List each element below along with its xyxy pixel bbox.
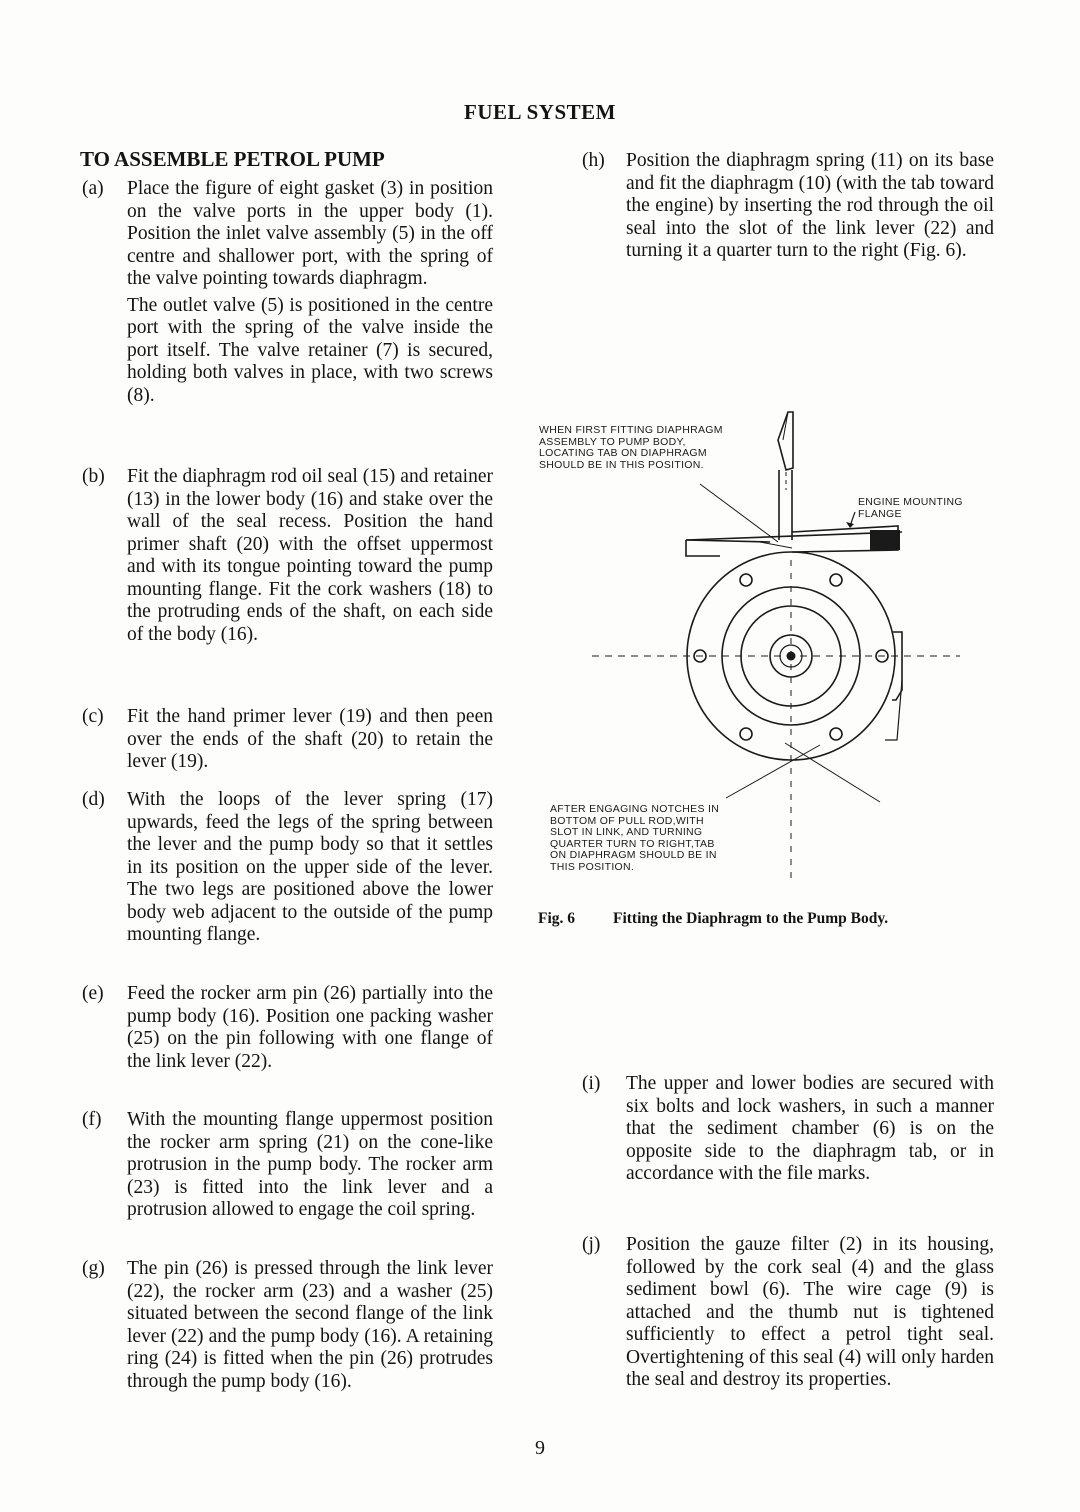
step-c (82, 706, 493, 774)
label-engine-mounting-flange: ENGINE MOUNTING FLANGE (858, 496, 963, 520)
step-label: (h) (582, 150, 605, 171)
step-paragraph: Fit the hand primer lever (19) and then peen over the ends of the shaft (20) to retain the lever (19). (127, 706, 493, 772)
step-paragraph: With the mounting flange uppermost position the rocker arm spring (21) on the cone-like protrusion in the pump body. The rocker arm (23) is fitted into the link lever and a protrusion allowed to engage the coil spring. (127, 1109, 493, 1220)
step-label: (b) (82, 466, 105, 487)
bolt-hole (830, 728, 842, 740)
step-paragraph: The upper and lower bodies are secured with six bolts and lock washers, in such a manner that the sediment chamber (6) is on the opposite side to the diaphragm tab, or in accordance with the file marks. (626, 1073, 994, 1184)
bolt-hole (740, 574, 752, 586)
figure-caption-text: Fitting the Diaphragm to the Pump Body. (613, 910, 889, 927)
bolt-hole (830, 574, 842, 586)
step-i (582, 1073, 994, 1186)
step-label: (c) (82, 706, 104, 727)
step-paragraph: Fit the diaphragm rod oil seal (15) and retainer (13) in the lower body (16) and stake over the wall of the seal recess. Position the hand primer shaft (20) with the offset uppermost and with its tongue pointing toward the pump mounting flange. Fit the cork washers (18) to the protruding ends of the shaft, on each side of the body (16). (127, 466, 493, 645)
step-h (582, 150, 994, 263)
step-a (82, 178, 493, 407)
diaphragm-tab-upper (778, 412, 793, 470)
step-paragraph: Place the figure of eight gasket (3) in position on the valve ports in the upper body (1). Position the inlet valve assembly (5) in the off centre and shallower port, with the spring of the valve pointing towards diaphragm. (127, 178, 493, 289)
figure-number: Fig. 6 (538, 910, 576, 927)
step-paragraph: Position the gauze filter (2) in its housing, followed by the cork seal (4) and the glass sediment bowl (6). The wire cage (9) is attached and the thumb nut is tightened sufficiently to effect a petrol tight seal. Overtightening of this seal (4) will only harden the seal and destroy its properties. (626, 1234, 994, 1390)
step-g (82, 1258, 493, 1393)
step-e (82, 983, 493, 1073)
engine-mounting-flange (686, 532, 902, 540)
step-paragraph: With the loops of the lever spring (17) upwards, feed the legs of the spring between the lever and the pump body so that it settles in its position on the upper side of the lever. The two legs are positioned above the lower body web adjacent to the outside of the pump mounting flange. (127, 789, 493, 945)
leader-first-fitting (700, 484, 778, 542)
label-first-fitting: WHEN FIRST FITTING DIAPHRAGM ASSEMBLY TO PUMP BODY, LOCATING TAB ON DIAPHRAGM SHOULD BE IN THIS POSITION. (539, 424, 723, 471)
step-label: (d) (82, 789, 105, 810)
step-label: (j) (582, 1234, 601, 1255)
section-title: TO ASSEMBLE PETROL PUMP (80, 147, 385, 171)
step-label: (f) (82, 1109, 102, 1130)
arrow-head (846, 522, 854, 528)
label-after-engaging: AFTER ENGAGING NOTCHES IN BOTTOM OF PULL ROD,WITH SLOT IN LINK, AND TURNING QUARTER TURN TO RIGHT,TAB ON DIAPHRAGM SHOULD BE IN THIS POSITION. (550, 803, 720, 873)
step-j (582, 1234, 994, 1392)
step-f (82, 1109, 493, 1222)
step-paragraph: Feed the rocker arm pin (26) partially into the pump body (16). Position one packing washer (25) on the pin following with one flange of the link lever (22). (127, 983, 493, 1072)
step-paragraph: The pin (26) is pressed through the link lever (22), the rocker arm (23) and a washer (25) situated between the second flange of the link lever (22) and the pump body (16). A retaining ring (24) is fitted when the pin (26) protrudes through the pump body (16). (127, 1258, 493, 1392)
figure-caption (538, 910, 888, 928)
flange-mark (870, 530, 900, 550)
step-b (82, 466, 493, 646)
step-label: (g) (82, 1258, 105, 1279)
step-d (82, 789, 493, 947)
bolt-hole (740, 728, 752, 740)
page-header: FUEL SYSTEM (464, 100, 616, 124)
step-label: (a) (82, 178, 104, 199)
step-label: (i) (582, 1073, 601, 1094)
step-paragraph: The outlet valve (5) is positioned in the centre port with the spring of the valve inside the port itself. The valve retainer (7) is secured, holding both valves in place, with two screws (8). (127, 294, 493, 406)
body-flange-left (686, 540, 720, 556)
step-paragraph: Position the diaphragm spring (11) on its base and fit the diaphragm (10) (with the tab toward the engine) by inserting the rod through the oil seal into the slot of the link lever (22) and turning it a quarter turn to the right (Fig. 6). (626, 150, 994, 261)
page-number: 9 (535, 1437, 545, 1459)
step-label: (e) (82, 983, 104, 1004)
